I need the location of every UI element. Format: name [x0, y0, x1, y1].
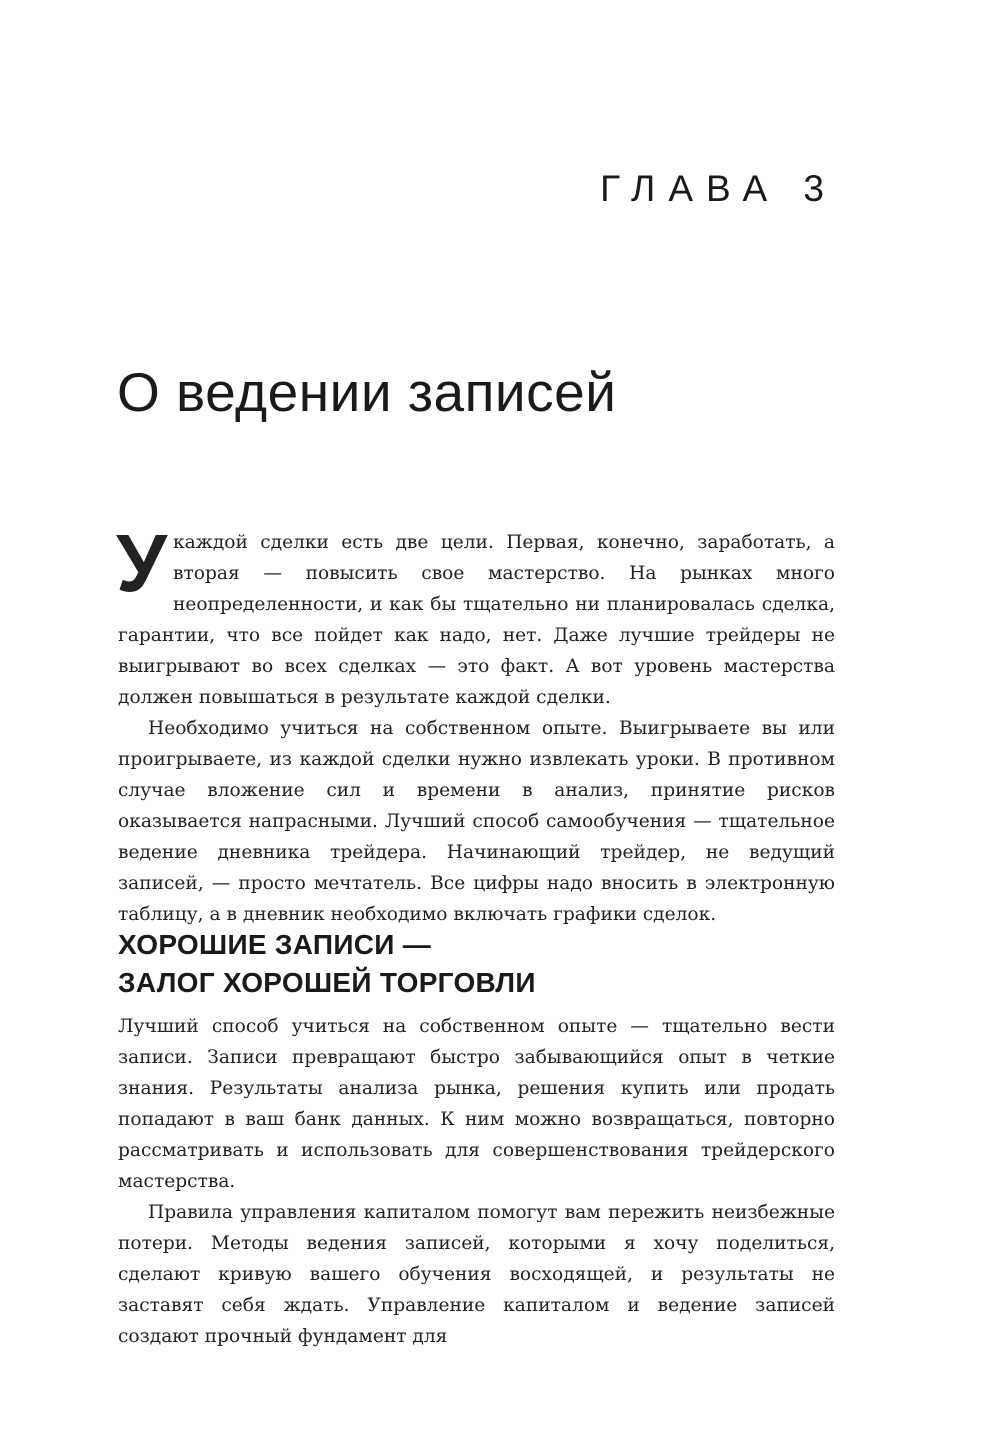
section-heading-line-2: ЗАЛОГ ХОРОШЕЙ ТОРГОВЛИ: [118, 967, 536, 998]
drop-cap: У: [116, 518, 168, 609]
intro-paragraph-1: [116, 518, 835, 713]
section-paragraph-2: Правила управления капиталом помогут вам пережить неизбежные потери. Методы ведения записей, которыми я хочу поделиться, сделают кривую вашего обучения восходящей, и результаты не заставят себя ждать. Управление капиталом и ведение записей создают прочный фундамент для: [118, 1202, 835, 1347]
section-heading-line-1: ХОРОШИЕ ЗАПИСИ —: [118, 929, 432, 960]
chapter-title: О ведении записей: [117, 361, 617, 423]
intro-paragraph-2: Необходимо учиться на собственном опыте. Выигрываете вы или проигрываете, из каждой сделки нужно извлекать уроки. В противном случае вложение сил и времени в анализ, принятие рисков оказывается напрасными. Лучший способ самообучения — тщательное ведение дневника трейдера. Начинающий трейдер, не ведущий записей, — просто мечтатель. Все цифры надо вносить в электронную таблицу, а в дневник необходимо включать графики сделок.: [118, 718, 835, 925]
chapter-label: ГЛАВА 3: [600, 168, 837, 209]
intro-paragraph-1-text: каждой сделки есть две цели. Первая, конечно, заработать, а вторая — повысить свое мастерство. На рынках много неопределенности, и как бы тщательно ни планировалась сделка, гарантии, что все пойдет как надо, нет. Даже лучшие трейдеры не выигрывают во всех сделках — это факт. А вот уровень мастерства должен повышаться в результате каждой сделки.: [118, 532, 835, 708]
intro-text: [116, 518, 835, 930]
section-paragraph-1: Лучший способ учиться на собственном опыте — тщательно вести записи. Записи превращают быстро забывающийся опыт в четкие знания. Результаты анализа рынка, решения купить или продать попадают в ваш банк данных. К ним можно возвращаться, повторно рассматривать и использовать для совершенствования трейдерского мастерства.: [118, 1016, 835, 1192]
section-text: [118, 1011, 835, 1352]
section-heading: [118, 926, 536, 1002]
